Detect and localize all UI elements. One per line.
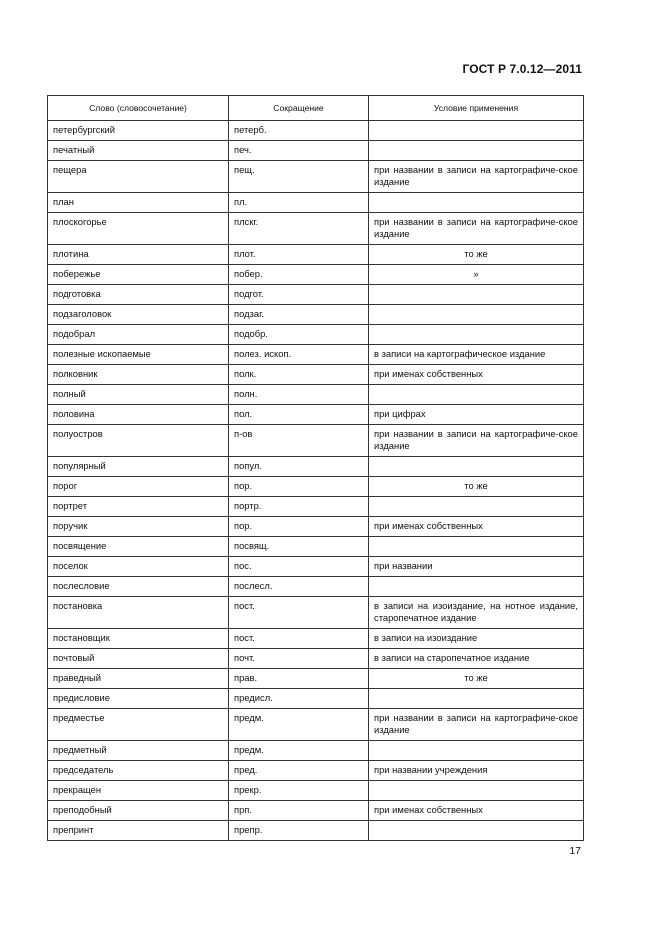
table-row xyxy=(48,193,584,213)
cell-abbreviation: побер. xyxy=(229,265,369,285)
cell-word: предисловие xyxy=(48,689,229,709)
cell-word: портрет xyxy=(48,497,229,517)
table-header-row xyxy=(48,96,584,121)
table-row xyxy=(48,325,584,345)
table-row xyxy=(48,305,584,325)
cell-condition xyxy=(369,741,584,761)
cell-condition xyxy=(369,141,584,161)
column-header-abbreviation: Сокращение xyxy=(229,96,369,121)
cell-abbreviation: пл. xyxy=(229,193,369,213)
cell-abbreviation: почт. xyxy=(229,649,369,669)
table-row xyxy=(48,121,584,141)
table-row xyxy=(48,477,584,497)
cell-abbreviation: пор. xyxy=(229,477,369,497)
cell-condition: при именах собственных xyxy=(369,365,584,385)
cell-condition: при именах собственных xyxy=(369,517,584,537)
table-row xyxy=(48,801,584,821)
cell-condition xyxy=(369,689,584,709)
cell-word: преподобный xyxy=(48,801,229,821)
cell-condition: при названии учреждения xyxy=(369,761,584,781)
cell-condition xyxy=(369,385,584,405)
table-row xyxy=(48,577,584,597)
cell-abbreviation: пос. xyxy=(229,557,369,577)
table-row xyxy=(48,537,584,557)
cell-word: постановка xyxy=(48,597,229,629)
cell-word: пещера xyxy=(48,161,229,193)
cell-word: подзаголовок xyxy=(48,305,229,325)
table-row xyxy=(48,669,584,689)
table-row xyxy=(48,741,584,761)
table-row xyxy=(48,425,584,457)
cell-word: план xyxy=(48,193,229,213)
cell-condition: » xyxy=(369,265,584,285)
cell-condition xyxy=(369,285,584,305)
cell-abbreviation: попул. xyxy=(229,457,369,477)
cell-condition: при названии xyxy=(369,557,584,577)
cell-abbreviation: пор. xyxy=(229,517,369,537)
table-row xyxy=(48,265,584,285)
cell-word: плотина xyxy=(48,245,229,265)
cell-word: постановщик xyxy=(48,629,229,649)
cell-abbreviation: предисл. xyxy=(229,689,369,709)
cell-condition xyxy=(369,305,584,325)
cell-abbreviation: петерб. xyxy=(229,121,369,141)
cell-word: посвящение xyxy=(48,537,229,557)
cell-word: председатель xyxy=(48,761,229,781)
cell-word: полковник xyxy=(48,365,229,385)
column-header-condition: Условие применения xyxy=(369,96,584,121)
cell-abbreviation: полн. xyxy=(229,385,369,405)
cell-condition xyxy=(369,193,584,213)
cell-condition xyxy=(369,537,584,557)
table-row xyxy=(48,245,584,265)
cell-abbreviation: посвящ. xyxy=(229,537,369,557)
cell-word: праведный xyxy=(48,669,229,689)
cell-word: препринт xyxy=(48,821,229,841)
page-number: 17 xyxy=(569,845,581,857)
table-row xyxy=(48,649,584,669)
cell-word: предместье xyxy=(48,709,229,741)
cell-word: полный xyxy=(48,385,229,405)
cell-abbreviation: плот. xyxy=(229,245,369,265)
cell-abbreviation: пост. xyxy=(229,597,369,629)
cell-abbreviation: п-ов xyxy=(229,425,369,457)
cell-word: петербургский xyxy=(48,121,229,141)
cell-abbreviation: послесл. xyxy=(229,577,369,597)
table-row xyxy=(48,345,584,365)
table-row xyxy=(48,285,584,305)
cell-condition: при именах собственных xyxy=(369,801,584,821)
cell-condition: то же xyxy=(369,669,584,689)
cell-abbreviation: пещ. xyxy=(229,161,369,193)
cell-word: подобрал xyxy=(48,325,229,345)
cell-condition xyxy=(369,497,584,517)
cell-abbreviation: пол. xyxy=(229,405,369,425)
table-row xyxy=(48,457,584,477)
cell-condition xyxy=(369,457,584,477)
table-row xyxy=(48,517,584,537)
cell-condition: при цифрах xyxy=(369,405,584,425)
cell-word: прекращен xyxy=(48,781,229,801)
cell-abbreviation: подзаг. xyxy=(229,305,369,325)
cell-abbreviation: пост. xyxy=(229,629,369,649)
cell-word: полуостров xyxy=(48,425,229,457)
table-body xyxy=(48,121,584,841)
cell-condition: то же xyxy=(369,245,584,265)
table-row xyxy=(48,557,584,577)
cell-condition xyxy=(369,121,584,141)
cell-word: порог xyxy=(48,477,229,497)
cell-condition: в записи на изоиздание xyxy=(369,629,584,649)
cell-condition xyxy=(369,325,584,345)
cell-abbreviation: прав. xyxy=(229,669,369,689)
cell-condition: при названии в записи на картографиче-ское издание xyxy=(369,425,584,457)
cell-abbreviation: полез. ископ. xyxy=(229,345,369,365)
cell-abbreviation: подгот. xyxy=(229,285,369,305)
table-row xyxy=(48,365,584,385)
abbreviations-table xyxy=(47,95,584,841)
table-row xyxy=(48,689,584,709)
cell-word: поручик xyxy=(48,517,229,537)
cell-condition xyxy=(369,821,584,841)
cell-word: плоскогорье xyxy=(48,213,229,245)
cell-condition: при названии в записи на картографиче-ское издание xyxy=(369,213,584,245)
table-row xyxy=(48,213,584,245)
table-row xyxy=(48,405,584,425)
cell-condition: при названии в записи на картографиче-ское издание xyxy=(369,709,584,741)
table-row xyxy=(48,781,584,801)
cell-condition: то же xyxy=(369,477,584,497)
cell-condition: в записи на изоиздание, на нотное издание, старопечатное издание xyxy=(369,597,584,629)
cell-condition xyxy=(369,781,584,801)
table-row xyxy=(48,597,584,629)
cell-abbreviation: прекр. xyxy=(229,781,369,801)
cell-word: побережье xyxy=(48,265,229,285)
cell-abbreviation: пред. xyxy=(229,761,369,781)
table-row xyxy=(48,821,584,841)
cell-condition: в записи на старопечатное издание xyxy=(369,649,584,669)
cell-abbreviation: прп. xyxy=(229,801,369,821)
cell-word: подготовка xyxy=(48,285,229,305)
cell-abbreviation: предм. xyxy=(229,709,369,741)
standard-code: ГОСТ Р 7.0.12—2011 xyxy=(462,62,582,76)
cell-word: послесловие xyxy=(48,577,229,597)
table-row xyxy=(48,497,584,517)
cell-word: популярный xyxy=(48,457,229,477)
cell-condition: в записи на картографическое издание xyxy=(369,345,584,365)
table-row xyxy=(48,629,584,649)
cell-word: почтовый xyxy=(48,649,229,669)
cell-abbreviation: печ. xyxy=(229,141,369,161)
cell-word: полезные ископаемые xyxy=(48,345,229,365)
cell-word: поселок xyxy=(48,557,229,577)
cell-abbreviation: полк. xyxy=(229,365,369,385)
cell-word: половина xyxy=(48,405,229,425)
table-row xyxy=(48,141,584,161)
cell-word: печатный xyxy=(48,141,229,161)
table-row xyxy=(48,709,584,741)
table-row xyxy=(48,761,584,781)
table-row xyxy=(48,385,584,405)
table-row xyxy=(48,161,584,193)
cell-abbreviation: предм. xyxy=(229,741,369,761)
cell-abbreviation: портр. xyxy=(229,497,369,517)
cell-word: предметный xyxy=(48,741,229,761)
cell-abbreviation: подобр. xyxy=(229,325,369,345)
cell-abbreviation: препр. xyxy=(229,821,369,841)
cell-abbreviation: плскг. xyxy=(229,213,369,245)
cell-condition xyxy=(369,577,584,597)
cell-condition: при названии в записи на картографиче-ское издание xyxy=(369,161,584,193)
column-header-word: Слово (словосочетание) xyxy=(48,96,229,121)
